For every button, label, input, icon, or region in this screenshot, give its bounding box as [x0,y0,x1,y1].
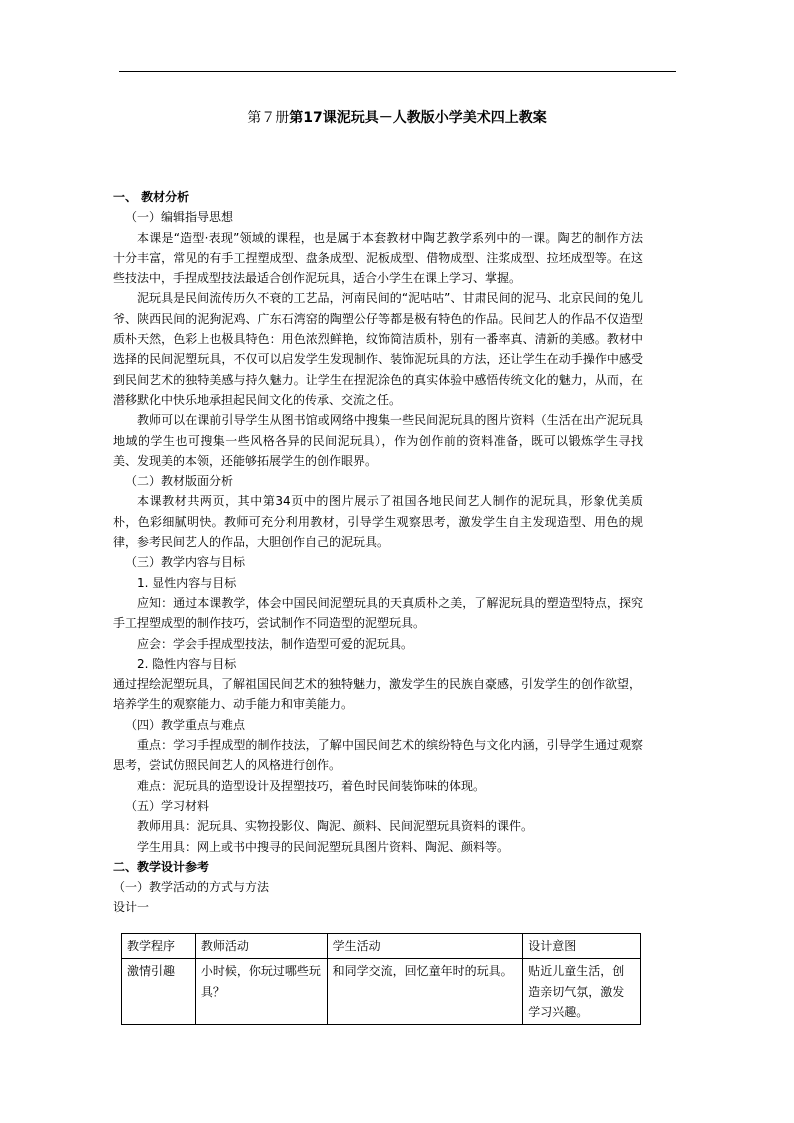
paragraph: 应会：学会手捏成型技法，制作造型可爱的泥玩具。 [137,636,414,651]
paragraph: 重点：学习手捏成型的制作技法，了解中国民间艺术的缤纷特色与文化内涵，引导学生通过观察思考，尝试仿照民间艺人的风格进行创作。 [113,738,643,773]
table-header-cell: 教师活动 [195,934,327,959]
table-cell: 贴近儿童生活，创造亲切气氛，激发学习兴趣。 [523,959,641,1025]
section-2-1-heading: （一）教学活动的方式与方法 [113,880,270,895]
subheading: 1. 显性内容与目标 [137,575,237,590]
section-1-1-heading: （一）编辑指导思想 [125,210,234,225]
title-main: 第17课泥玩具－人教版小学美术四上教案 [289,110,547,126]
section-1-3-heading: （三）教学内容与目标 [125,555,246,570]
section-1-heading: 一、 教材分析 [113,190,190,204]
table-cell: 和同学交流，回忆童年时的玩具。 [327,959,523,1025]
paragraph: 本课教材共两页，其中第34页中的图片展示了祖国各地民间艺人制作的泥玩具，形象优美质朴，色彩细腻明快。教师可充分利用教材，引导学生观察思考，激发学生自主发现造型、用色的规律，参考民间艺人的作品，大胆创作自己的泥玩具。 [113,494,643,550]
paragraph: 教师可以在课前引导学生从图书馆或网络中搜集一些民间泥玩具的图片资料（生活在出产泥玩具地域的学生也可搜集一些风格各异的民间泥玩具），作为创作前的资料准备，既可以锻炼学生寻找美、发现美的本领，还能够拓展学生的创作眼界。 [113,413,643,468]
paragraph: 学生用具：网上或书中搜寻的民间泥塑玩具图片资料、陶泥、颜料等。 [137,839,510,854]
table-header-row [122,934,641,959]
section-1-2-heading: （二）教材版面分析 [125,474,234,489]
table-cell: 小时候，你玩过哪些玩具？ [195,959,327,1025]
table-header-cell: 教学程序 [122,934,196,959]
table-header-cell: 学生活动 [327,934,523,959]
section-1-4-heading: （四）教学重点与难点 [125,717,246,732]
paragraph: 教师用具：泥玩具、实物投影仪、陶泥、颜料、民间泥塑玩具资料的课件。 [137,819,534,834]
subheading: 2. 隐性内容与目标 [137,656,237,671]
header-rule [119,71,676,72]
section-2-heading: 二、教学设计参考 [113,859,210,874]
page-title [0,109,794,127]
document-body [113,187,643,918]
paragraph: 泥玩具是民间流传历久不衰的工艺品，河南民间的“泥咕咕”、甘肃民间的泥马、北京民间的兔儿爷、陕西民间的泥狗泥鸡、广东石湾窑的陶塑公仔等都是极有特色的作品。民间艺人的作品不仅造型质朴天然，色彩上也极具特色：用色浓烈鲜艳，纹饰简洁质朴，别有一番率真、清新的美感。教材中选择的民间泥塑玩具，不仅可以启发学生发现制作、装饰泥玩具的方法，还让学生在动手操作中感受到民间艺术的独特美感与持久魅力。让学生在捏泥涂色的真实体验中感悟传统文化的魅力，从而，在潜移默化中快乐地承担起民间文化的传承、交流之任。 [113,291,643,407]
paragraph: 通过捏绘泥塑玩具，了解祖国民间艺术的独特魅力，激发学生的民族自豪感，引发学生的创作欲望，培养学生的观察能力、动手能力和审美能力。 [113,677,642,712]
table-header-cell: 设计意图 [523,934,641,959]
section-1-5-heading: （五）学习材料 [125,798,210,813]
paragraph: 难点：泥玩具的造型设计及捏塑技巧，着色时民间装饰味的体现。 [137,778,486,793]
table-row [122,959,641,1025]
paragraph: 应知：通过本课教学，体会中国民间泥塑玩具的天真质朴之美，了解泥玩具的塑造型特点，探究手工捏塑成型的制作技巧，尝试制作不同造型的泥塑玩具。 [113,595,643,631]
design-label: 设计一 [113,900,150,915]
table-cell: 激情引趣 [122,959,196,1025]
paragraph: 本课是“造型·表现”领域的课程，也是属于本套教材中陶艺教学系列中的一课。陶艺的制作方法十分丰富，常见的有手工捏塑成型、盘条成型、泥板成型、借物成型、注浆成型、拉坯成型等。在这些技法中，手捏成型技法最适合创作泥玩具，适合小学生在课上学习、掌握。 [113,230,643,286]
title-prefix: 第７册 [247,110,290,126]
lesson-design-table [121,933,641,1025]
